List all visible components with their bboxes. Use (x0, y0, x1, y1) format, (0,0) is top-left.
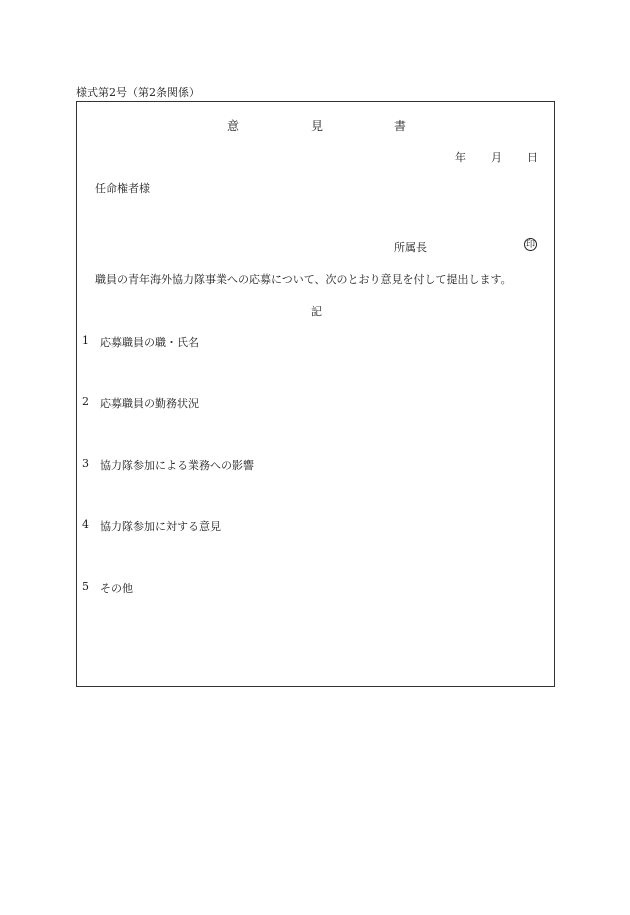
ki-heading: 記 (311, 305, 322, 318)
title-char-2: 見 (311, 119, 324, 133)
item-label-1: 応募職員の職・氏名 (100, 336, 199, 349)
item-number-3: 3 (82, 457, 89, 470)
seal-mark: 印 (525, 240, 535, 250)
item-label-5: その他 (100, 582, 133, 595)
item-number-4: 4 (82, 518, 89, 531)
form-number-label: 様式第2号（第2条関係） (76, 86, 200, 99)
item-number-1: 1 (82, 334, 89, 347)
item-number-5: 5 (82, 580, 89, 593)
item-label-3: 協力隊参加による業務への影響 (100, 459, 254, 472)
title-char-3: 書 (394, 119, 407, 133)
signer-title: 所属長 (394, 241, 427, 254)
item-number-2: 2 (82, 395, 89, 408)
item-label-2: 応募職員の勤務状況 (100, 397, 199, 410)
title-char-1: 意 (227, 119, 240, 133)
item-label-4: 協力隊参加に対する意見 (100, 520, 221, 533)
date-year: 年 (455, 151, 466, 164)
body-text: 職員の青年海外協力隊事業への応募について、次のとおり意見を付して提出します。 (95, 273, 512, 286)
date-day: 日 (527, 151, 538, 164)
addressee: 任命権者様 (95, 182, 150, 195)
date-month: 月 (491, 151, 502, 164)
